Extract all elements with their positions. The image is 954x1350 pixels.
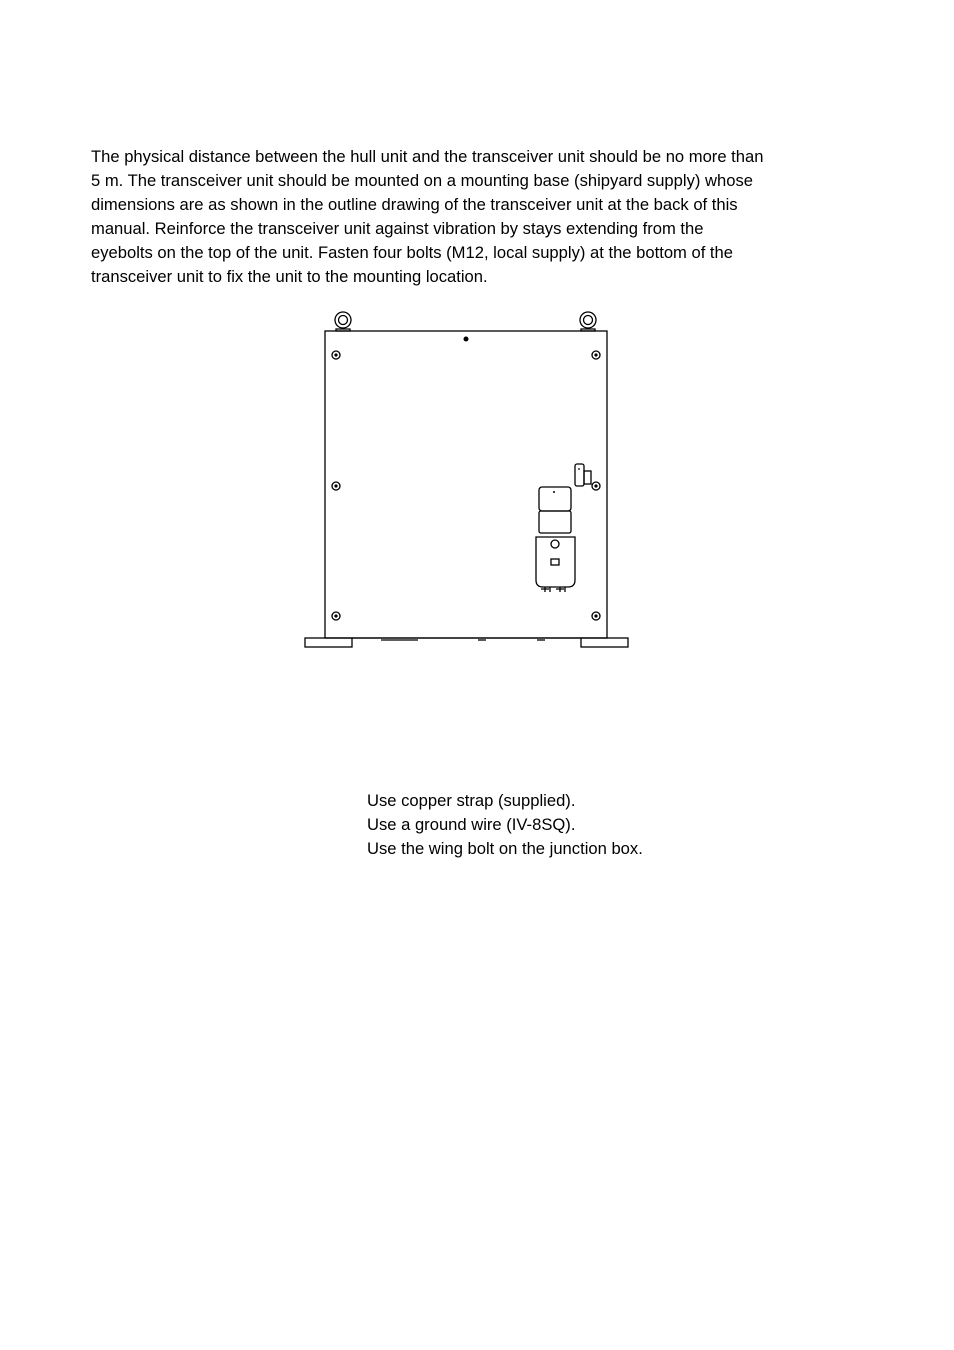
eyebolt-right: [580, 312, 596, 331]
intro-paragraph: [91, 145, 851, 289]
grounding-notes: [367, 789, 643, 861]
note-item: Use a ground wire (IV-8SQ).: [367, 815, 576, 834]
note-item: Use the wing bolt on the junction box.: [367, 839, 643, 858]
intro-line: transceiver unit to fix the unit to the mounting location.: [91, 267, 488, 286]
intro-line: dimensions are as shown in the outline drawing of the transceiver unit at the back of this: [91, 195, 738, 214]
intro-line: manual. Reinforce the transceiver unit against vibration by stays extending from the: [91, 219, 704, 238]
mounting-foot-right: [581, 638, 628, 647]
eyebolt-left: [335, 312, 351, 331]
intro-line: eyebolts on the top of the unit. Fasten four bolts (M12, local supply) at the bottom of the: [91, 243, 733, 262]
intro-line: The physical distance between the hull unit and the transceiver unit should be no more than: [91, 147, 764, 166]
intro-line: 5 m. The transceiver unit should be mounted on a mounting base (shipyard supply) whose: [91, 171, 753, 190]
upper-panel: [539, 487, 571, 511]
transceiver-unit-drawing: [300, 306, 635, 652]
note-item: Use copper strap (supplied).: [367, 791, 576, 810]
junction-box: [536, 537, 575, 592]
latch-icon: [575, 464, 591, 486]
lower-panel: [539, 511, 571, 533]
mounting-foot-left: [305, 638, 352, 647]
